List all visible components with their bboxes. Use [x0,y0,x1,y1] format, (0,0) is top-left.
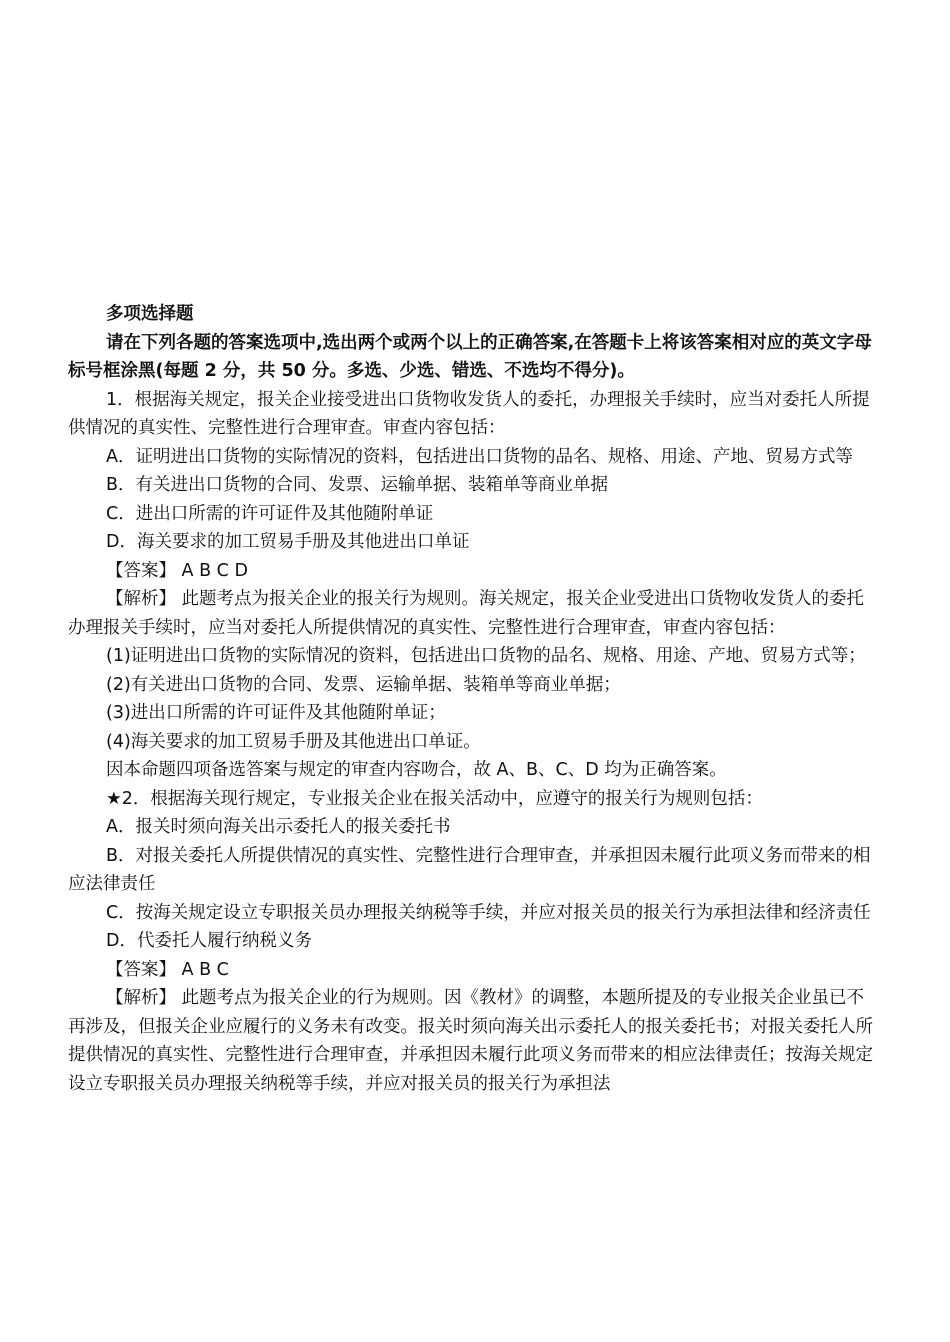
q1-point-3: (3)进出口所需的许可证件及其他随附单证； [106,703,446,723]
q2-option-d: D．代委托人履行纳税义务 [106,931,312,951]
q1-point-1: (1)证明进出口货物的实际情况的资料，包括进出口货物的品名、规格、用途、产地、贸易方式等； [106,646,866,666]
q1-stem: 1．根据海关规定，报关企业接受进出口货物收发货人的委托，办理报关手续时，应当对委托人所提供情况的真实性、完整性进行合理审查。审查内容包括： [68,389,870,438]
q2-analysis: 【解析】 此题考点为报关企业的行为规则。因《教材》的调整，本题所提及的专业报关企业虽已不再涉及，但报关企业应履行的义务未有改变。报关时须向海关出示委托人的报关委托书；对报关委托人所提供情况的真实性、完整性进行合理审查，并承担因未履行此项义务而带来的相应法律责任；按海关规定设立专职报关员办理报关纳税等手续，并应对报关员的报关行为承担法 [68,988,873,1094]
q1-point-2: (2)有关进出口货物的合同、发票、运输单据、装箱单等商业单据； [106,674,621,695]
q1-option-c: C．进出口所需的许可证件及其他随附单证 [106,503,434,524]
q2-answer: 【答案】 A B C [106,959,229,980]
q1-analysis: 【解析】 此题考点为报关企业的报关行为规则。海关规定，报关企业受进出口货物收发货人的委托办理报关手续时，应当对委托人所提供情况的真实性、完整性进行合理审查，审查内容包括： [68,589,865,638]
q1-answer: 【答案】 A B C D [106,560,248,581]
q1-option-b: B．有关进出口货物的合同、发票、运输单据、装箱单等商业单据 [106,475,609,495]
section-title: 多项选择题 [106,304,194,324]
document-page [68,300,880,1098]
q2-option-b: B．对报关委托人所提供情况的真实性、完整性进行合理审查，并承担因未履行此项义务而带来的相应法律责任 [68,845,871,894]
instruction-text: 请在下列各题的答案选项中,选出两个或两个以上的正确答案,在答题卡上将该答案相对应的英文字母标号框涂黑(每题 2 分，共 50 分。多选、少选、错选、不选均不得分)。 [68,332,872,381]
q2-stem: ★2．根据海关现行规定，专业报关企业在报关活动中，应遵守的报关行为规则包括： [106,788,763,809]
q1-option-d: D．海关要求的加工贸易手册及其他进出口单证 [106,532,470,552]
q1-conclusion: 因本命题四项备选答案与规定的审查内容吻合，故 A、B、C、D 均为正确答案。 [106,760,727,780]
q1-option-a: A．证明进出口货物的实际情况的资料，包括进出口货物的品名、规格、用途、产地、贸易方式等 [106,446,853,467]
q1-point-4: (4)海关要求的加工贸易手册及其他进出口单证。 [106,731,481,752]
q2-option-a: A．报关时须向海关出示委托人的报关委托书 [106,817,451,837]
q2-option-c: C．按海关规定设立专职报关员办理报关纳税等手续，并应对报关员的报关行为承担法律和经济责任 [106,902,871,923]
